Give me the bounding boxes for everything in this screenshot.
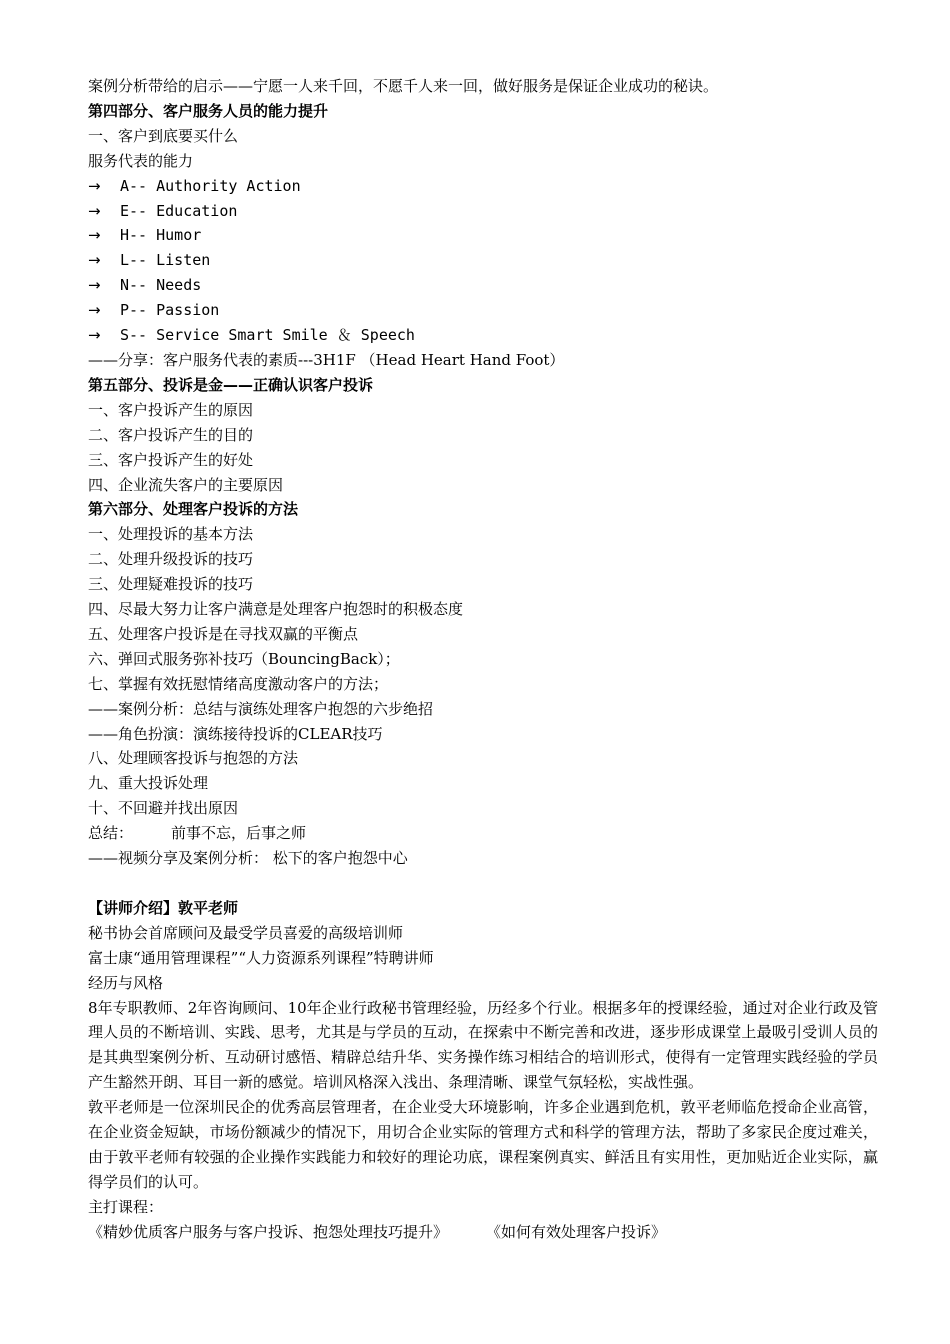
list-item: 一、客户投诉产生的原因 (88, 400, 254, 419)
list-item: 五、处理客户投诉是在寻找双赢的平衡点 (88, 624, 359, 643)
courses-label: 主打课程： (88, 1197, 164, 1216)
list-item: 七、掌握有效抚慰情绪高度激动客户的方法； (88, 674, 389, 693)
ability-item (88, 298, 878, 323)
ability-label: P-- Passion (120, 301, 220, 320)
list-item: 二、处理升级投诉的技巧 (88, 550, 254, 569)
list-item: 十、不回避并找出原因 (88, 799, 239, 818)
summary-line (88, 821, 878, 846)
list-item: 三、客户投诉产生的好处 (88, 450, 254, 469)
ability-label: S-- Service Smart Smile ＆ Speech (120, 326, 415, 345)
ability-label: A-- Authority Action (120, 176, 301, 195)
ability-item (88, 323, 878, 348)
ability-label: E-- Education (120, 201, 238, 220)
arrow-right-icon: → (88, 176, 101, 195)
document-page (88, 74, 878, 1245)
lecturer-title: 秘书协会首席顾问及最受学员喜爱的高级培训师 (88, 923, 404, 942)
ability-item (88, 174, 878, 199)
course-title: 《精妙优质客户服务与客户投诉、抱怨处理技巧提升》 (88, 1222, 449, 1241)
arrow-right-icon: → (88, 301, 101, 320)
arrow-right-icon: → (88, 201, 101, 220)
course-title: 《如何有效处理客户投诉》 (486, 1222, 667, 1241)
ability-item (88, 248, 878, 273)
spacer (88, 871, 878, 896)
ability-label: N-- Needs (120, 276, 202, 295)
list-item: 六、弹回式服务弥补技巧（BouncingBack）； (88, 649, 400, 668)
list-item: 四、企业流失客户的主要原因 (88, 475, 284, 494)
summary-label: 总结： (88, 824, 134, 843)
ability-item (88, 199, 878, 224)
summary-text: 前事不忘，后事之师 (171, 824, 307, 843)
section-heading-part4: 第四部分、客户服务人员的能力提升 (88, 101, 329, 120)
list-item: 三、处理疑难投诉的技巧 (88, 575, 254, 594)
video-line: ——视频分享及案例分析： 松下的客户抱怨中心 (88, 849, 408, 868)
section-heading-part5: 第五部分、投诉是金——正确认识客户投诉 (88, 375, 374, 394)
courses-list (88, 1220, 878, 1245)
arrow-right-icon: → (88, 251, 101, 270)
intro-line: 案例分析带给的启示——宁愿一人来千回，不愿千人来一回，做好服务是保证企业成功的秘诀。 (88, 77, 719, 95)
list-item: ——角色扮演：演练接待投诉的CLEAR技巧 (88, 724, 383, 743)
ability-item (88, 273, 878, 298)
section-heading-part6: 第六部分、处理客户投诉的方法 (88, 500, 299, 519)
list-item: ——案例分析：总结与演练处理客户抱怨的六步绝招 (88, 699, 434, 718)
list-item: 九、重大投诉处理 (88, 774, 209, 793)
share-line: ——分享：客户服务代表的素质---3H1F （Head Heart Hand Foot） (88, 350, 565, 369)
arrow-right-icon: → (88, 226, 101, 245)
list-item: 二、客户投诉产生的目的 (88, 425, 254, 444)
arrow-right-icon: → (88, 326, 101, 345)
ability-label: L-- Listen (120, 251, 211, 270)
subheading: 服务代表的能力 (88, 151, 194, 170)
experience-label: 经历与风格 (88, 973, 164, 992)
ability-item (88, 223, 878, 248)
ability-label: H-- Humor (120, 226, 202, 245)
list-item: 一、客户到底要买什么 (88, 126, 239, 145)
list-item: 一、处理投诉的基本方法 (88, 525, 254, 544)
arrow-right-icon: → (88, 276, 101, 295)
background-paragraph: 敦平老师是一位深圳民企的优秀高层管理者，在企业受大环境影响，许多企业遇到危机，敦平老师临危授命企业高管，在企业资金短缺，市场份额减少的情况下，用切合企业实际的管理方式和科学的管理方法，帮助了多家民企度过难关，由于敦平老师有较强的企业操作实践能力和较好的理论功底，课程案例真实、鲜活且有实用性，更加贴近企业实际，赢得学员们的认可。 (88, 1098, 878, 1191)
list-item: 四、尽最大努力让客户满意是处理客户抱怨时的积极态度 (88, 600, 464, 619)
list-item: 八、处理顾客投诉与抱怨的方法 (88, 749, 299, 768)
lecturer-heading: 【讲师介绍】敦平老师 (88, 898, 239, 917)
experience-paragraph: 8年专职教师、2年咨询顾问、10年企业行政秘书管理经验，历经多个行业。根据多年的授课经验，通过对企业行政及管理人员的不断培训、实践、思考，尤其是与学员的互动，在探索中不断完善和改进，逐步形成课堂上最吸引受训人员的是其典型案例分析、互动研讨感悟、精辟总结升华、实务操作练习相结合的培训形式，使得有一定管理实践经验的学员产生豁然开朗、耳目一新的感觉。培训风格深入浅出、条理清晰、课堂气氛轻松，实战性强。 (88, 998, 878, 1092)
lecturer-title: 富士康“通用管理课程”“人力资源系列课程”特聘讲师 (88, 948, 434, 967)
